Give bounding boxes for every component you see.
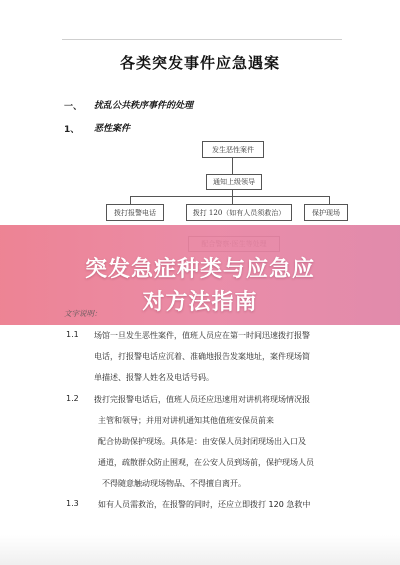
flow-node-notify: 通知上级领导	[206, 174, 262, 190]
flow-node-hospital: 拨打 120（如有人员须救治）	[186, 204, 292, 221]
item-text-line: 通道，疏散群众防止围观，在公安人员到场前，保护现场人员	[98, 458, 314, 467]
item-number: 1.3	[66, 499, 79, 508]
flow-connector	[232, 196, 233, 204]
item-text-line: 电话，打报警电话应沉着、准确地报告发案地址，案件现场简	[94, 352, 310, 361]
item-number: 1.1	[66, 330, 79, 339]
flow-connector	[130, 196, 131, 204]
item-text-line: 场馆一旦发生恶性案件，值班人员应在第一时间迅速拨打报警	[94, 331, 310, 340]
flow-node-incident: 发生恶性案件	[202, 141, 264, 158]
item-text-line: 不得随意触动现场物品、不得擅自离开。	[102, 479, 246, 488]
flow-connector	[130, 196, 330, 197]
flow-node-protect: 保护现场	[304, 204, 348, 221]
item-text-line: 拨打完报警电话后，值班人员还应迅速用对讲机将现场情况报	[94, 395, 310, 404]
flow-connector	[232, 189, 233, 196]
banner-title-line-1: 突发急症种类与应急应	[84, 257, 315, 282]
item-number: 1.2	[66, 394, 79, 403]
section-title: 扰乱公共秩序事件的处理	[94, 101, 194, 111]
explanation-label: 文字说明：	[64, 309, 102, 318]
flow-connector	[329, 196, 330, 204]
bottom-fade	[0, 535, 400, 565]
subsection-title: 恶性案件	[94, 124, 131, 134]
flow-connector	[232, 157, 233, 174]
section-number: 一、	[64, 102, 83, 112]
flow-node-police: 拨打报警电话	[106, 204, 164, 221]
item-text-line: 如有人员需救治，在报警的同时，还应立即拨打 120 急救中	[98, 500, 311, 509]
item-text-line: 单描述、报警人姓名及电话号码。	[94, 373, 214, 382]
subsection-number: 1、	[64, 125, 80, 135]
banner-title-line-2: 对方法指南	[142, 290, 258, 315]
page-title: 各类突发事件应急遇案	[119, 54, 280, 72]
item-text-line: 配合协助保护现场。具体是：由安保人员封闭现场出入口及	[98, 437, 306, 446]
item-text-line: 主管和领导；并用对讲机通知其他值班安保员前来	[98, 416, 274, 425]
